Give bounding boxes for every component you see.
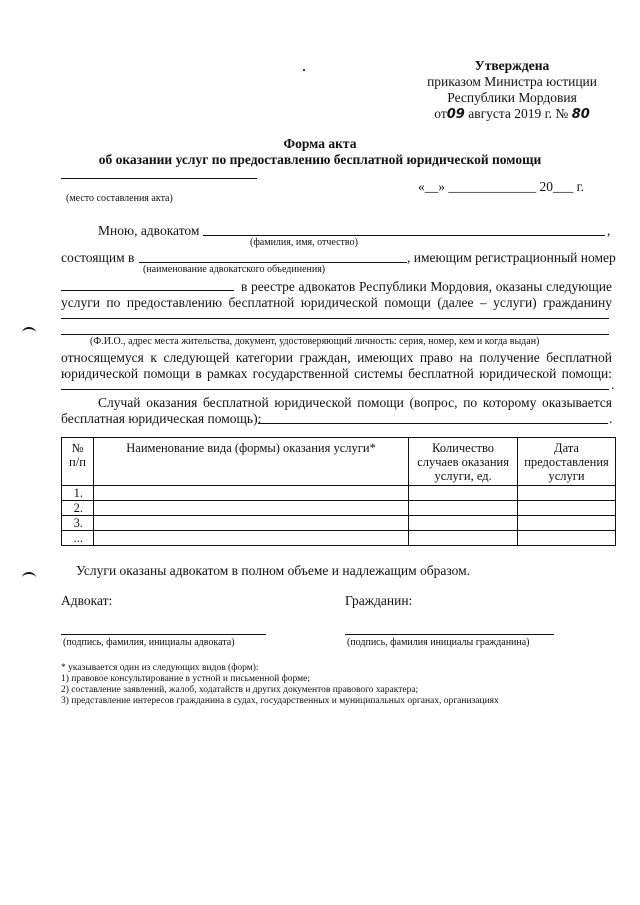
association-field[interactable] <box>139 262 407 263</box>
punch-hole-mark <box>22 572 36 584</box>
form-title-line2: об оказании услуг по предоставлению бесплатной юридической помощи <box>98 152 542 167</box>
category-line2: юридической помощи в рамках государственной системы бесплатной юридической помощи: <box>61 366 612 381</box>
registry-text: в реестре адвокатов Республики Мордовия, оказаны следующие <box>241 279 612 294</box>
col-header-count: Количество случаев оказания услуги, ед. <box>409 438 518 486</box>
advocate-sign-label: Адвокат: <box>61 593 113 608</box>
case-line2: бесплатная юридическая помощь): <box>61 411 262 426</box>
date-field[interactable]: «__» _____________ 20___ г. <box>418 179 585 194</box>
advocate-signature-field[interactable] <box>61 634 266 635</box>
approval-block <box>427 58 597 123</box>
case-field[interactable] <box>258 423 608 424</box>
date-cell[interactable] <box>518 516 616 531</box>
completion-text: Услуги оказаны адвокатом в полном объеме и надлежащим образом. <box>76 563 471 578</box>
approval-order-number: 80 <box>571 107 590 122</box>
place-field[interactable] <box>61 178 257 179</box>
row-number: 1. <box>62 486 94 501</box>
table-row <box>62 531 616 546</box>
citizen-sign-caption: (подпись, фамилия инициалы гражданина) <box>347 637 530 648</box>
row-number: ... <box>62 531 94 546</box>
table-row <box>62 486 616 501</box>
comma: , <box>607 223 611 238</box>
col-header-service: Наименование вида (формы) оказания услуги* <box>93 438 408 486</box>
service-cell[interactable] <box>93 486 408 501</box>
association-caption: (наименование адвокатского объединения) <box>143 264 326 275</box>
approval-line1: приказом Министра юстиции <box>427 74 597 89</box>
service-cell[interactable] <box>93 516 408 531</box>
punch-hole-mark <box>22 327 36 339</box>
approval-date-rest: августа 2019 г. № <box>468 106 569 121</box>
approval-date-prefix: от <box>434 106 447 121</box>
advocate-label: Мною, адвокатом <box>98 223 200 238</box>
period-2: . <box>609 411 613 426</box>
row-number: 2. <box>62 501 94 516</box>
service-cell[interactable] <box>93 501 408 516</box>
member-suffix: , имеющим регистрационный номер <box>407 250 616 265</box>
citizen-field-2[interactable] <box>61 334 609 335</box>
count-cell[interactable] <box>409 531 518 546</box>
count-cell[interactable] <box>409 516 518 531</box>
advocate-caption: (фамилия, имя, отчество) <box>250 237 358 248</box>
approval-date-day: 09 <box>446 107 465 122</box>
category-line1: относящемуся к следующей категории граждан, имеющих право на получение бесплатной <box>61 350 612 365</box>
col-header-number: № п/п <box>62 438 94 486</box>
count-cell[interactable] <box>409 501 518 516</box>
citizen-sign-label: Гражданин: <box>345 593 413 608</box>
advocate-name-field[interactable] <box>203 235 605 236</box>
date-cell[interactable] <box>518 486 616 501</box>
services-table <box>61 437 616 546</box>
approval-title: Утверждена <box>474 58 550 73</box>
category-field[interactable] <box>61 389 609 390</box>
note-intro: * указывается один из следующих видов (форм): <box>61 663 259 673</box>
services-text: услуги по предоставлению бесплатной юридической помощи (далее – услуги) гражданину <box>61 295 612 310</box>
member-prefix: состоящим в <box>61 250 135 265</box>
row-number: 3. <box>62 516 94 531</box>
form-title-line1: Форма акта <box>283 136 357 151</box>
scan-dot <box>303 69 305 71</box>
form-title <box>0 136 640 168</box>
date-cell[interactable] <box>518 501 616 516</box>
note-item-1: 1) правовое консультирование в устной и письменной форме; <box>61 674 310 684</box>
approval-line2: Республики Мордовия <box>447 90 577 105</box>
period: . <box>611 377 615 392</box>
service-cell[interactable] <box>93 531 408 546</box>
table-row <box>62 516 616 531</box>
citizen-field-1[interactable] <box>61 318 609 319</box>
note-item-2: 2) составление заявлений, жалоб, ходатайств и других документов правового характера; <box>61 685 419 695</box>
count-cell[interactable] <box>409 486 518 501</box>
date-cell[interactable] <box>518 531 616 546</box>
note-item-3: 3) представление интересов гражданина в судах, государственных и муниципальных органах, организациях <box>61 696 499 706</box>
table-header-row <box>62 438 616 486</box>
advocate-sign-caption: (подпись, фамилия, инициалы адвоката) <box>63 637 235 648</box>
citizen-caption: (Ф.И.О., адрес места жительства, документ, удостоверяющий личность: серия, номер, кем и когда выдан) <box>90 336 540 347</box>
col-header-date: Дата предоставления услуги <box>518 438 616 486</box>
citizen-signature-field[interactable] <box>345 634 554 635</box>
place-caption: (место составления акта) <box>66 193 173 204</box>
registration-number-field[interactable] <box>61 290 234 291</box>
approval-date <box>427 106 597 123</box>
case-line1: Случай оказания бесплатной юридической помощи (вопрос, по которому оказывается <box>98 395 612 410</box>
table-row <box>62 501 616 516</box>
